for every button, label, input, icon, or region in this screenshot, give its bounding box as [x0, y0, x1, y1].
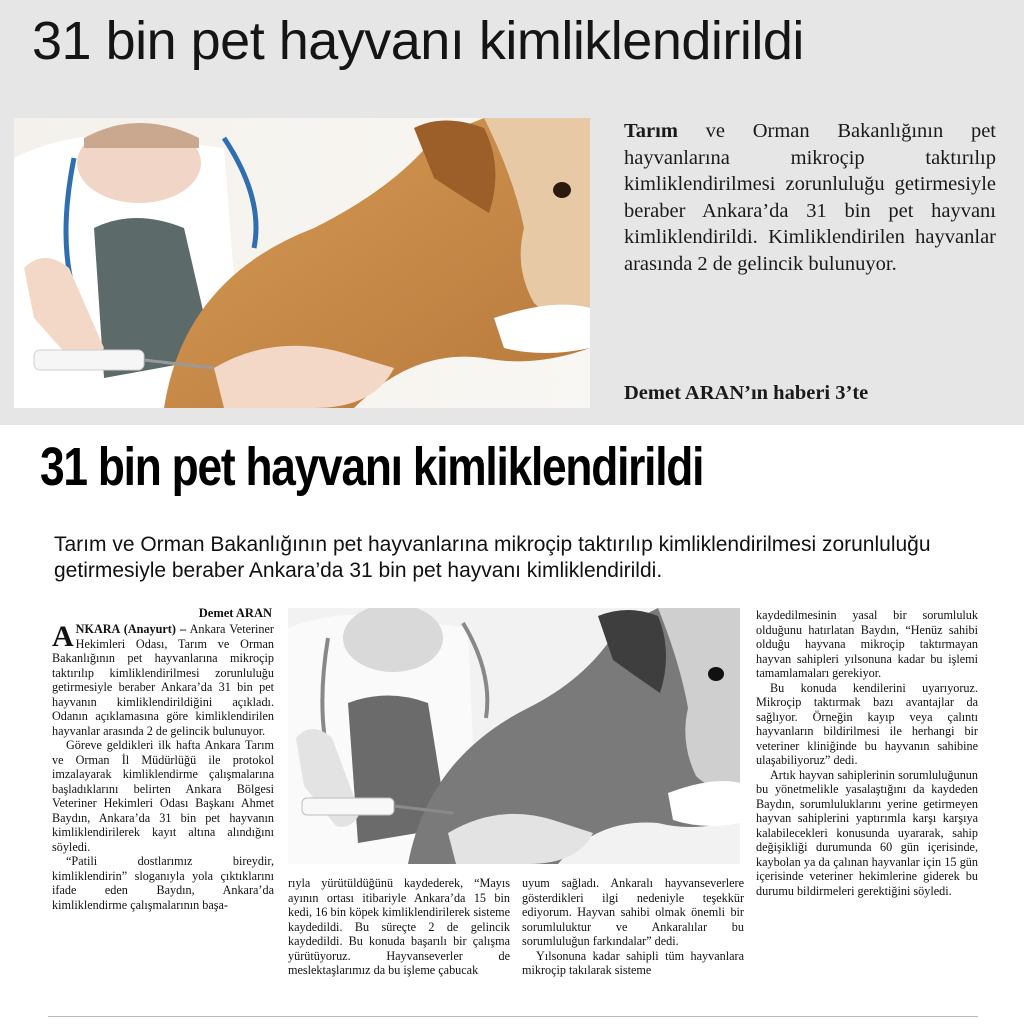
top-headline: 31 bin pet hayvanı kimliklendirildi: [32, 11, 804, 71]
vet-dog-bw-illustration: [288, 608, 740, 864]
top-summary: [624, 118, 996, 278]
top-clipping: [0, 0, 1024, 425]
bottom-rule: [48, 1016, 978, 1017]
top-summary-text: ve Orman Bakanlığının pet hayvanlarına mikroçip taktırılıp kimliklendirilmesi zorunluluğu getirmesiyle beraber Ankara’da 31 bin pet hayvanı kimliklendirildi. Kimliklendirilen hayvanlar arasında 2 de gelincik bulunuyor.: [624, 120, 996, 275]
vet-dog-illustration: [14, 118, 590, 408]
col4-paragraph-2: Bu konuda kendilerini uyarıyoruz. Mikroçip taktırmak bazı avantajlar da sağlıyor. Örneğin kayıp veya çalıntı hayvanların bildirilmesi ile herhangi bir veteriner kliniğinde bu hayvanın sahibine ulaşabiliyoruz” dedi.: [756, 680, 978, 767]
dropcap: A: [52, 620, 74, 653]
top-reference: Demet ARAN’ın haberi 3’te: [624, 382, 869, 404]
article-subheadline: Tarım ve Orman Bakanlığının pet hayvanlarına mikroçip taktırılıp kimliklendirilmesi zorunluluğu getirmesiyle beraber Ankara’da 31 bin pet hayvanı kimliklendirildi.: [54, 533, 931, 582]
article-headline: 31 bin pet hayvanı kimliklendirildi: [40, 437, 704, 497]
col3-paragraph-2: Yılsonuna kadar sahipli tüm hayvanlara mikroçip takılarak sisteme: [522, 948, 744, 977]
article-column-2: [288, 876, 510, 978]
col2-paragraph-1: rıyla yürütüldüğünü kaydederek, “Mayıs ayının ortası itibariyle Ankara’da 15 bin kedi, 16 bin köpek kimliklendirilerek sisteme kaydedildi. Bu süreçte 2 de gelincik kaydedildi. Bu konuda başarılı bir çalışma yürütüyoruz. Hayvanseverler de meslektaşlarımız da bu işleme çabucak: [288, 876, 510, 977]
top-summary-bold: Tarım: [624, 120, 678, 142]
article-location: NKARA (Anayurt) –: [75, 622, 187, 636]
article-column-1: [52, 622, 274, 912]
col1-paragraph-3: “Patili dostlarımız bireydir, kimliklendirin” sloganıyla yola çıktıklarını ifade eden Baydın, Ankara’da kimliklendirme çalışmalarının başa-: [52, 854, 274, 912]
col1-p1-text: Ankara Veteriner Hekimleri Odası, Tarım ve Orman Bakanlığının pet hayvanlarına mikroçip taktırılıp kimliklendirilmesi zorunluluğu getirmesiyle beraber Ankara’da 31 bin pet hayvanın kimliklendirildiğini açıkladı. Odanın açıklamasına göre kimliklendirilen hayvanlar arasında 2 de gelincik bulunuyor.: [52, 622, 274, 738]
top-photo-vet-microchip: [14, 118, 590, 408]
col1-paragraph-1: [52, 622, 274, 738]
col4-paragraph-3: Artık hayvan sahiplerinin sorumluluğunun bu yönetmelikle yasalaştığını da kaydeden Baydın, sorumluluklarını yerine getirmeyen hayvan sahiplerini yaptırımla karşı karşıya kalabilecekleri konusunda uyararak, sahip değişikliği durumunda 60 gün içerisinde, kaybolan ya da çalınan hayvanlar için 15 gün içerisinde veteriner hekimlerine giderek bu durumu bildirmeleri gerektiğini söyledi.: [756, 767, 978, 898]
article-photo-vet-microchip: [288, 608, 740, 864]
article-byline: Demet ARAN: [198, 606, 272, 620]
col1-paragraph-2: Göreve geldikleri ilk hafta Ankara Tarım ve Orman İl Müdürlüğü ile protokol imzalayarak kimliklendirme çalışmalarına başladıklarını belirten Ankara Bölgesi Veteriner Hekimleri Odası Başkanı Ahmet Baydın, Ankara’da 31 bin pet hayvanın kimliklendirilerek kayıt altına alındığını söyledi.: [52, 738, 274, 854]
article-column-3: [522, 876, 744, 978]
col3-paragraph-1: uyum sağladı. Ankaralı hayvanseverlere gösterdikleri ilgi nedeniyle teşekkür ediyorum. Hayvan sahibi olmak önemli bir sorumluluktur ve Ankaralılar bu sorumluluğun farkındalar” dedi.: [522, 876, 744, 948]
col4-paragraph-1: kaydedilmesinin yasal bir sorumluluk olduğunu hatırlatan Baydın, “Henüz sahibi olduğu hayvana mikroçip taktırmayan hayvan sahipleri yılsonuna kadar bu işlemi tamamlamaları gerekiyor.: [756, 608, 978, 680]
article-column-4: [756, 608, 978, 898]
